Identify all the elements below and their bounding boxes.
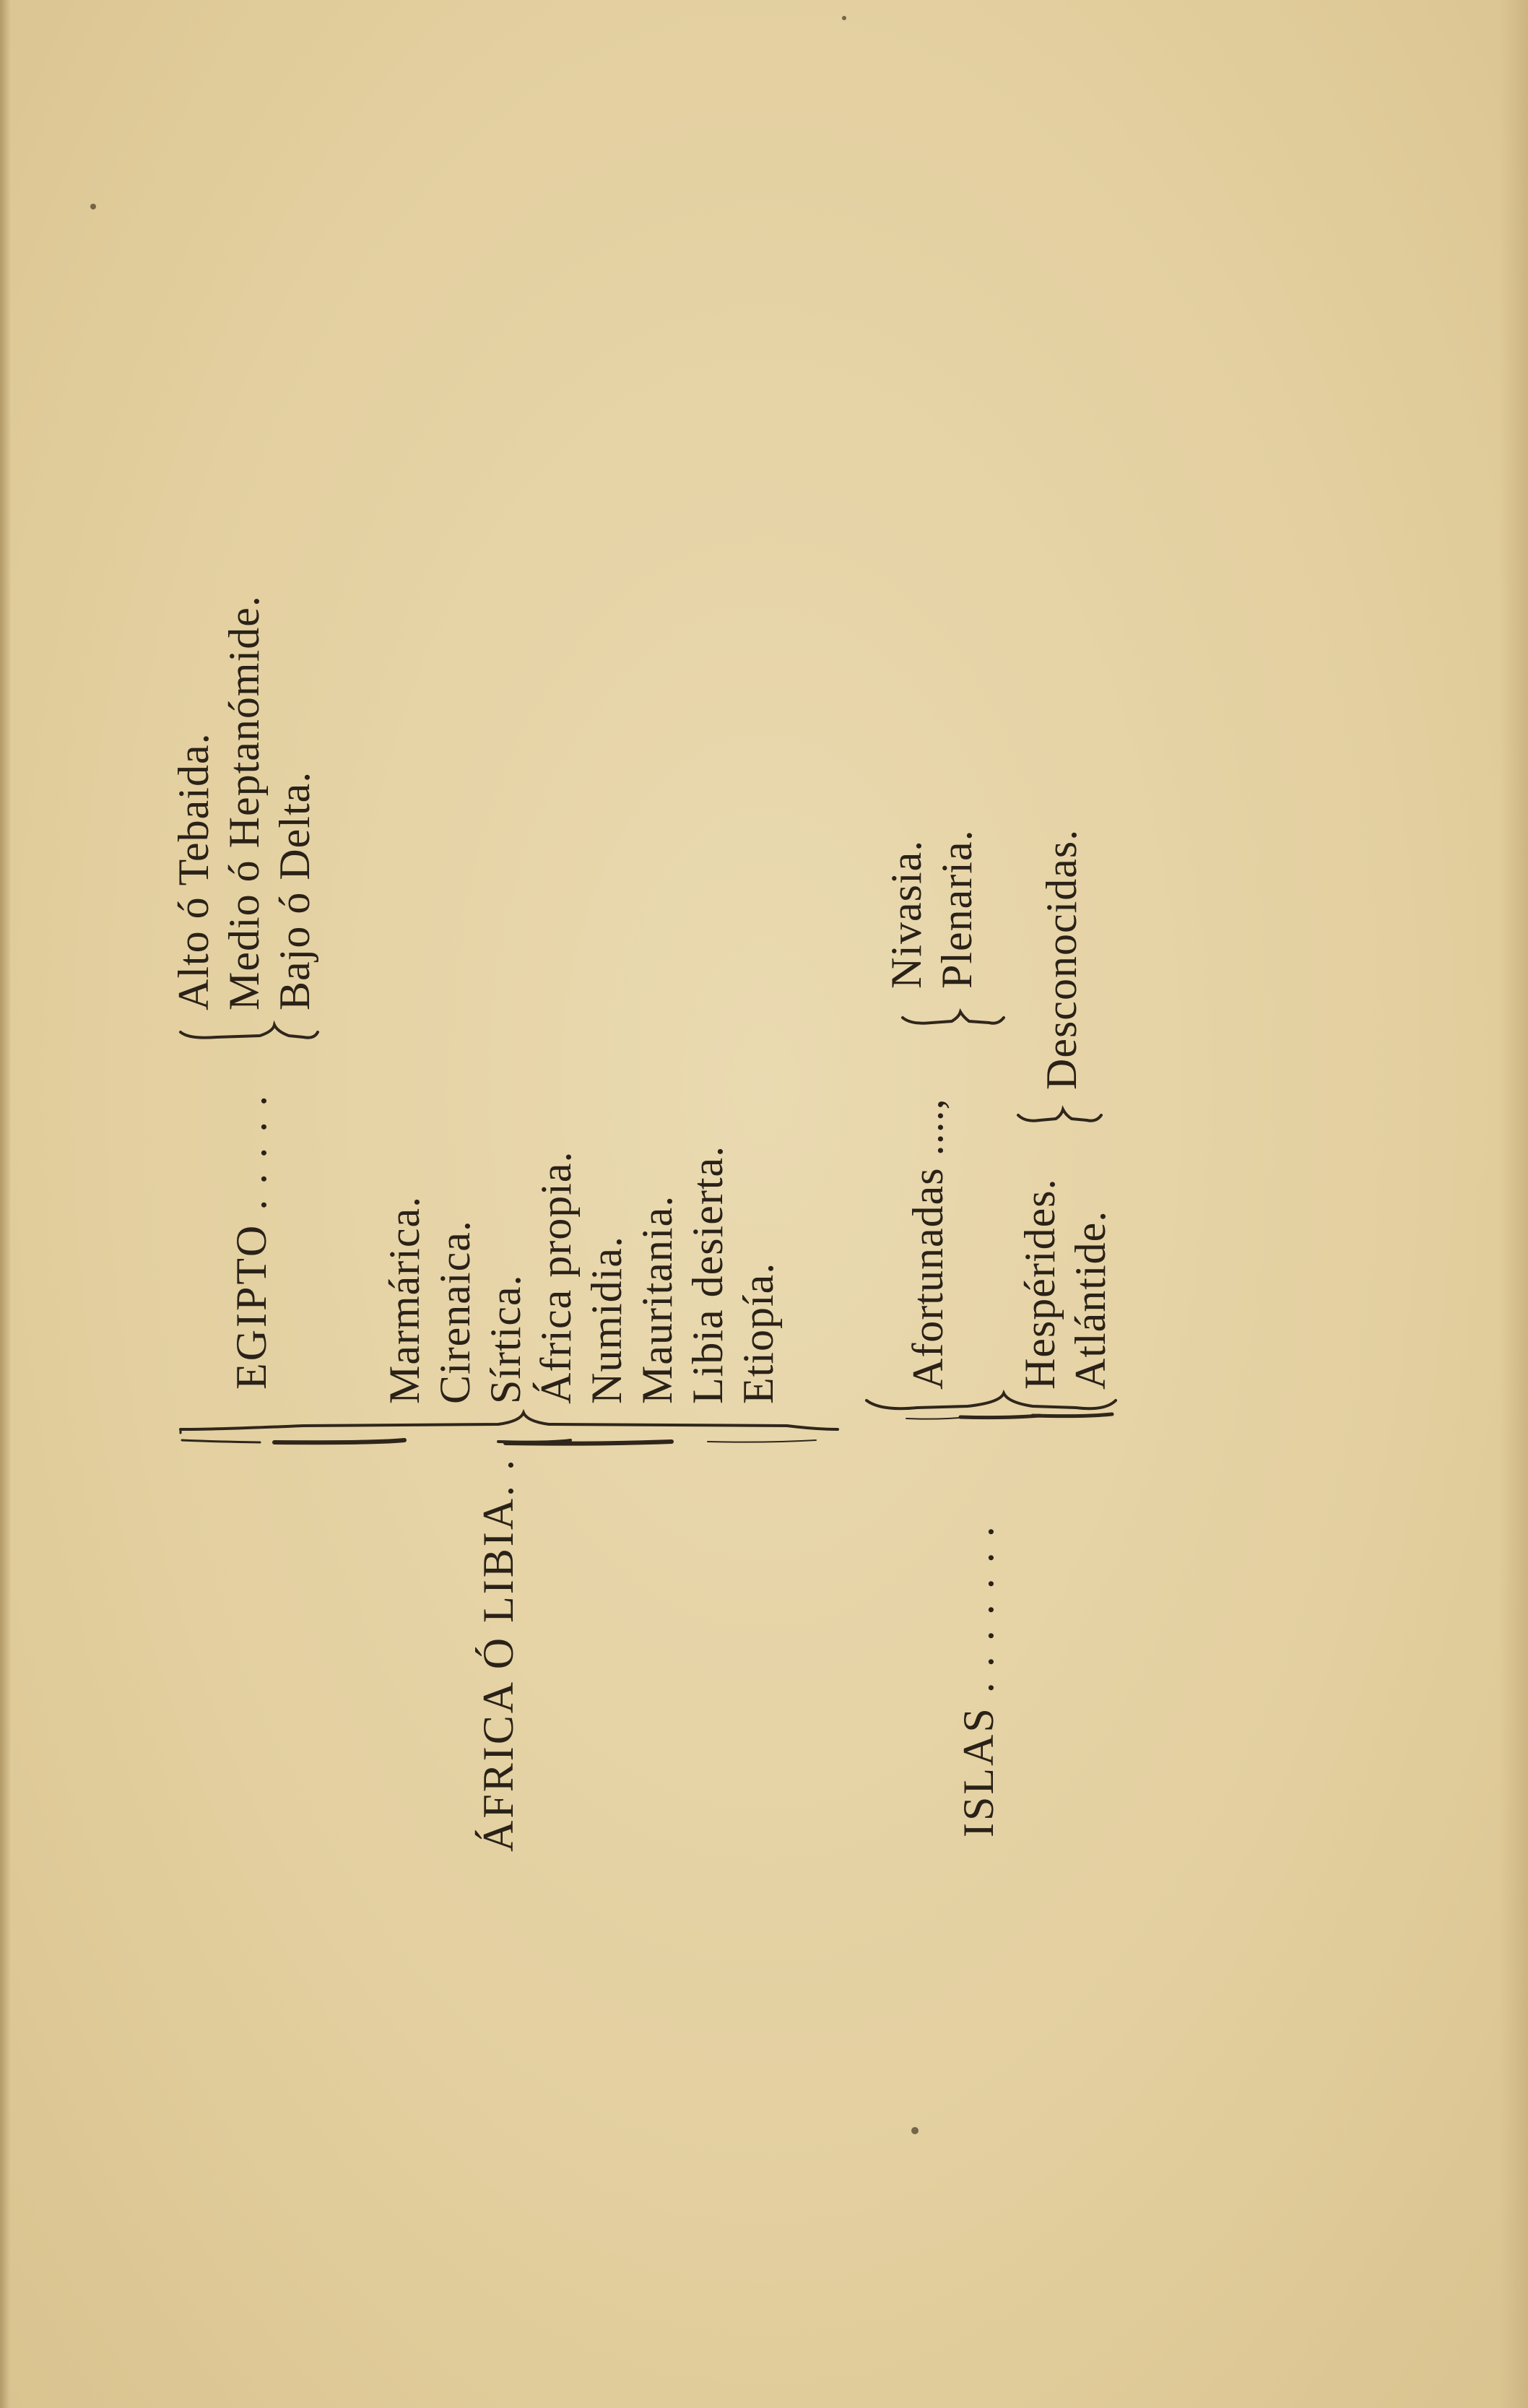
egipto-item: Bajo ó Delta. — [271, 771, 318, 1010]
desconocidas-item: Atlántide. — [1067, 1210, 1114, 1390]
egipto-item: Alto ó Tebaida. — [170, 732, 217, 1010]
egipto-label: EGIPTO . . . . . — [227, 1093, 275, 1390]
afortunadas-label: Afortunadas ...., — [904, 1098, 952, 1390]
africa-label: ÁFRICA Ó LIBIA. . — [474, 1457, 522, 1852]
africa-item: Mauritania. — [633, 1195, 681, 1404]
egipto-item: Medio ó Heptanómide. — [220, 595, 268, 1010]
desconocidas-item: Hespérides. — [1016, 1178, 1064, 1390]
africa-item: Numidia. — [583, 1236, 630, 1404]
desconocidas-label: Desconocidas. — [1038, 828, 1085, 1090]
africa-item: Cirenaica. — [431, 1220, 479, 1404]
africa-item: África propia. — [532, 1151, 580, 1404]
africa-item: Etiopía. — [734, 1262, 782, 1404]
africa-item: Libia desierta. — [684, 1145, 732, 1404]
africa-item: Marmárica. — [381, 1195, 428, 1404]
afortunadas-item: Plenaria. — [933, 829, 981, 989]
islas-label: ISLAS . . . . . . . — [955, 1524, 1002, 1837]
afortunadas-item: Nivasia. — [882, 839, 930, 989]
africa-item: Sírtica. — [482, 1274, 529, 1404]
